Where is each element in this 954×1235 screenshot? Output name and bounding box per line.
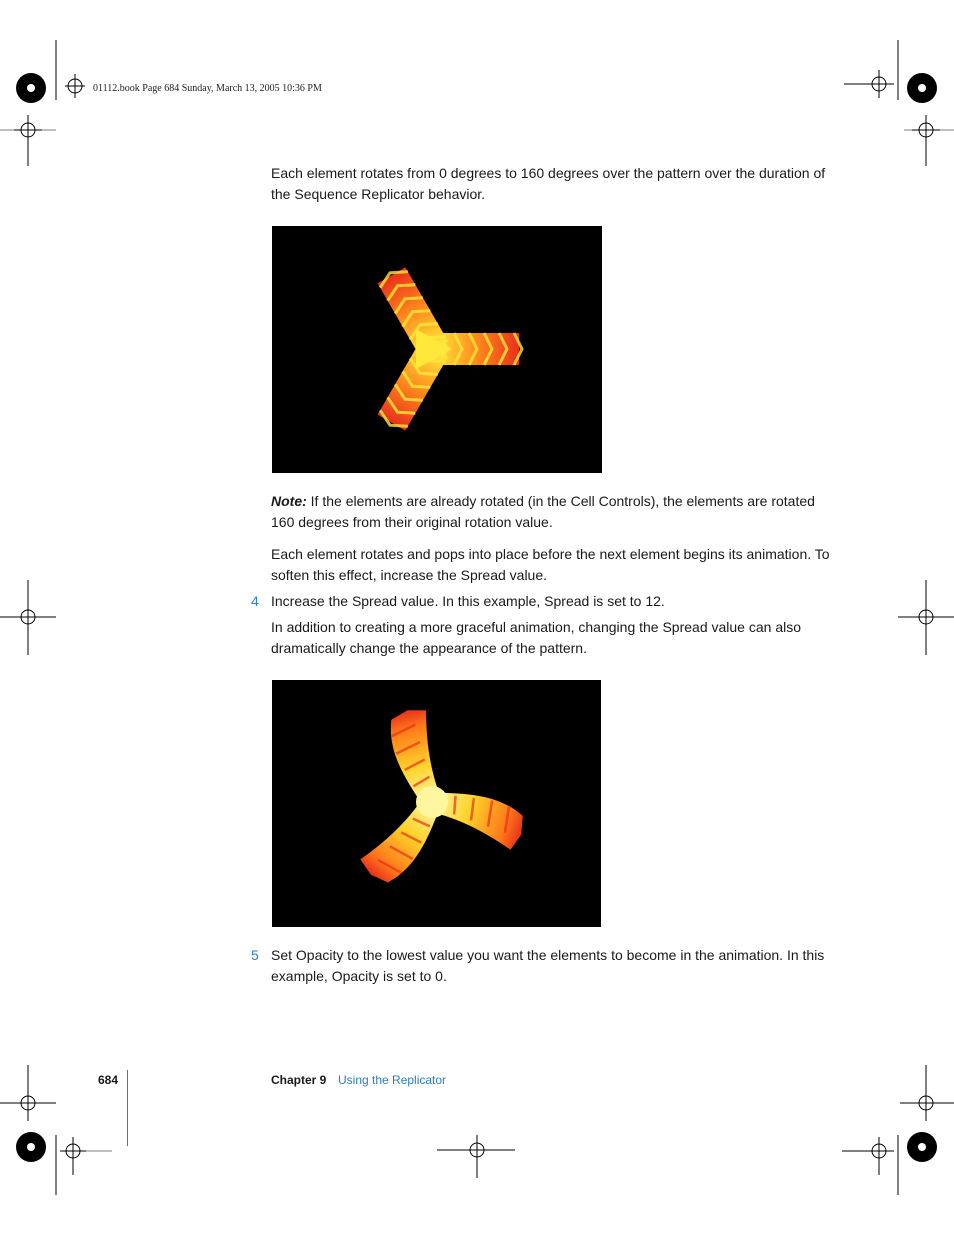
- step-number: 5: [251, 947, 259, 963]
- intro-paragraph: Each element rotates from 0 degrees to 160 degrees over the pattern over the duration of the Sequence Replicator behavior.: [271, 165, 826, 202]
- step-number: 4: [251, 593, 259, 609]
- step-text: Increase the Spread value. In this example, Spread is set to 12.: [271, 593, 665, 609]
- registration-mark-top-right: [824, 40, 954, 170]
- registration-mark-bottom-right: [824, 1065, 954, 1195]
- registration-mark-middle-right: [894, 580, 954, 660]
- footer-chapter-title: Using the Replicator: [338, 1073, 447, 1087]
- footer-rule: [127, 1070, 128, 1146]
- note-label: Note:: [271, 493, 307, 509]
- note-paragraph: [271, 491, 831, 532]
- registration-mark-middle-left: [0, 580, 60, 660]
- print-slug-line: 01112.book Page 684 Sunday, March 13, 2005 10:36 PM: [93, 83, 322, 94]
- figure-spread-pattern: [272, 680, 601, 927]
- figure-rotation-pattern: [272, 226, 602, 473]
- registration-mark-bottom-center: [437, 1130, 517, 1180]
- footer-chapter: Chapter 9: [271, 1073, 327, 1087]
- pops-paragraph: Each element rotates and pops into place before the next element begins its animation. To soften this effect, increase the Spread value.: [271, 546, 830, 583]
- note-text: If the elements are already rotated (in the Cell Controls), the elements are rotated 160 degrees from their original rotation value.: [271, 493, 815, 530]
- page-number: 684: [98, 1073, 119, 1087]
- step-text: Set Opacity to the lowest value you want the elements to become in the animation. In this example, Opacity is set to 0.: [271, 947, 825, 984]
- registration-mark-top-left: [0, 40, 130, 170]
- spread-result-paragraph: In addition to creating a more graceful animation, changing the Spread value can also dramatically change the appearance of the pattern.: [271, 619, 802, 656]
